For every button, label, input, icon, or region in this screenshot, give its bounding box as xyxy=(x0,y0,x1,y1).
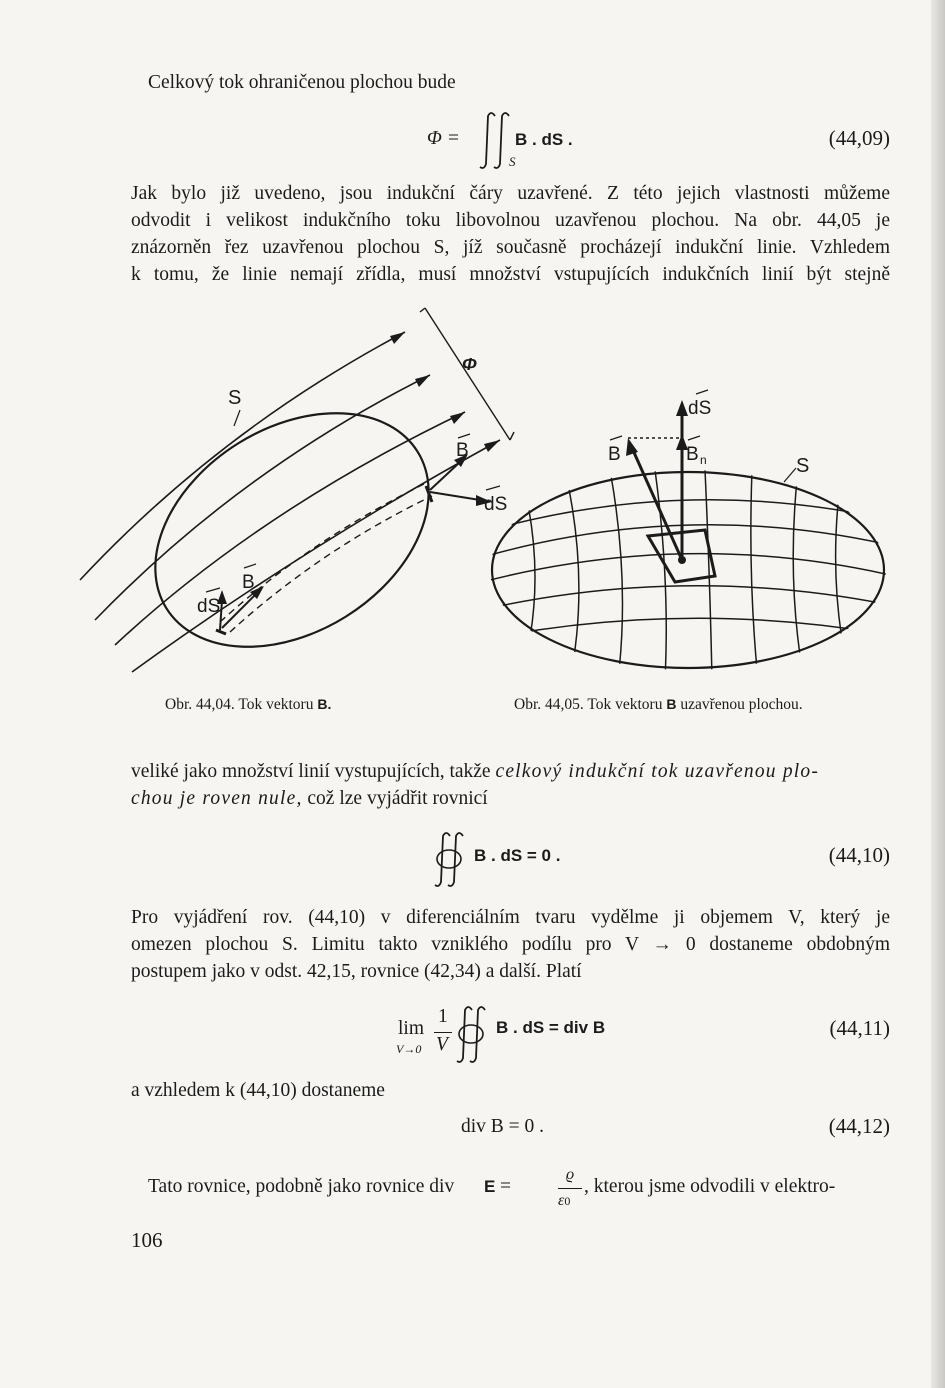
closed-surface xyxy=(492,472,884,668)
Bn-label: B xyxy=(686,444,699,465)
page-edge xyxy=(931,0,945,1388)
B-label-left: B xyxy=(242,572,255,593)
page-number: 106 xyxy=(131,1228,163,1252)
paragraph-1 xyxy=(131,180,890,288)
caption-fig-44-04: Obr. 44,04. Tok vektoru B. xyxy=(165,696,332,713)
fraction-bar xyxy=(558,1188,582,1189)
text-line: omezen plochou S. Limitu takto vzniklého podílu pro V → 0 dostaneme obdobným xyxy=(131,934,890,955)
equation-44-09 xyxy=(427,110,617,170)
text-line: chou je roven nule, což lze vyjádřit rovnicí xyxy=(131,788,488,809)
surface-label-S: S xyxy=(228,387,242,409)
eq-integrand: B . dS = 0 . xyxy=(474,846,561,865)
dS-vector-right xyxy=(430,492,480,500)
eq-lhs: Φ = xyxy=(427,128,460,149)
equation-number: (44,10) xyxy=(828,843,890,867)
dS-arrow xyxy=(676,400,688,416)
text-line: veliké jako množství linií vystupujících, takže celkový indukční tok uzavřenou plo- xyxy=(131,761,820,782)
text-line: postupem jako v odst. 42,15, rovnice (42,34) a další. Platí xyxy=(131,961,582,982)
B-vector-left xyxy=(222,594,256,628)
flux-tube xyxy=(220,482,432,632)
eq-lim: lim xyxy=(398,1018,425,1039)
eq-lim-sub: V→0 xyxy=(396,1042,422,1056)
closed-surface-integral-icon xyxy=(454,1004,498,1066)
B-vector xyxy=(632,448,682,560)
B-label: B xyxy=(608,444,621,465)
equation-44-12: div B = 0 . xyxy=(461,1116,545,1137)
induction-lines xyxy=(80,332,500,672)
paragraph-3 xyxy=(131,904,890,985)
last-line: Tato rovnice, podobně jako rovnice div E = ϱ ε0 , kterou jsme odvodili v elektro- xyxy=(148,1166,836,1209)
dS-label: dS xyxy=(688,398,712,419)
figure-44-04 xyxy=(60,300,530,700)
equation-44-10 xyxy=(432,830,622,890)
emphasis: chou je roven nule, xyxy=(131,788,303,809)
text-line: odvodit i velikost indukčního toku libovolnou uzavřenou plochou. Na obr. 44,05 je xyxy=(131,210,890,231)
caption-fig-44-05: Obr. 44,05. Tok vektoru B uzavřenou plochou. xyxy=(514,696,803,713)
dS-vector-left xyxy=(220,600,222,630)
fraction-den: ε0 xyxy=(558,1192,571,1209)
area-element-left xyxy=(216,630,226,634)
text-line: Jak bylo již uvedeno, jsou indukční čáry uzavřené. Z této jejich vlastnosti můžeme xyxy=(131,183,890,204)
S-leader xyxy=(234,410,240,426)
line-arrowheads xyxy=(390,332,500,452)
fraction-num: ϱ xyxy=(566,1166,575,1183)
surface-label-S: S xyxy=(796,455,810,477)
eq-frac-den: V xyxy=(436,1034,448,1055)
paragraph-2 xyxy=(131,758,890,812)
text-line: znázorněn řez uzavřenou plochou S, jíž současně procházejí indukční linie. Vzhledem xyxy=(131,237,890,258)
fraction-bar xyxy=(434,1032,452,1033)
closed-surface-integral-icon xyxy=(432,830,476,890)
phi-label: Φ xyxy=(462,354,477,374)
intro-text: Celkový tok ohraničenou plochou bude xyxy=(148,72,456,93)
eq-integrand: B . dS . xyxy=(515,130,573,149)
Bn-subscript: n xyxy=(700,453,707,467)
text-line: Pro vyjádření rov. (44,10) v diferenciálním tvaru vydělme ji objemem V, který je xyxy=(131,907,890,928)
equation-number: (44,11) xyxy=(829,1016,890,1040)
eq-frac-num: 1 xyxy=(438,1006,448,1027)
figure-44-05 xyxy=(490,380,910,680)
text-line: a vzhledem k (44,10) dostaneme xyxy=(131,1080,385,1101)
eq-subscript: S xyxy=(509,154,516,169)
text-line: k tomu, že linie nemají zřídla, musí množství vstupujících indukčních linií být stejně xyxy=(131,264,890,285)
equation-number: (44,12) xyxy=(828,1114,890,1138)
equation-number: (44,09) xyxy=(828,126,890,150)
B-arrow xyxy=(626,438,638,456)
eq-integrand: B . dS = div B xyxy=(496,1018,606,1037)
dS-label-right: dS xyxy=(484,494,508,515)
surface-outline xyxy=(112,365,471,695)
dS-label-left: dS xyxy=(197,596,221,617)
equation-44-11 xyxy=(396,1004,656,1066)
B-label-right: B xyxy=(456,440,469,461)
emphasis: celkový indukční tok uzavřenou plo- xyxy=(495,761,820,782)
